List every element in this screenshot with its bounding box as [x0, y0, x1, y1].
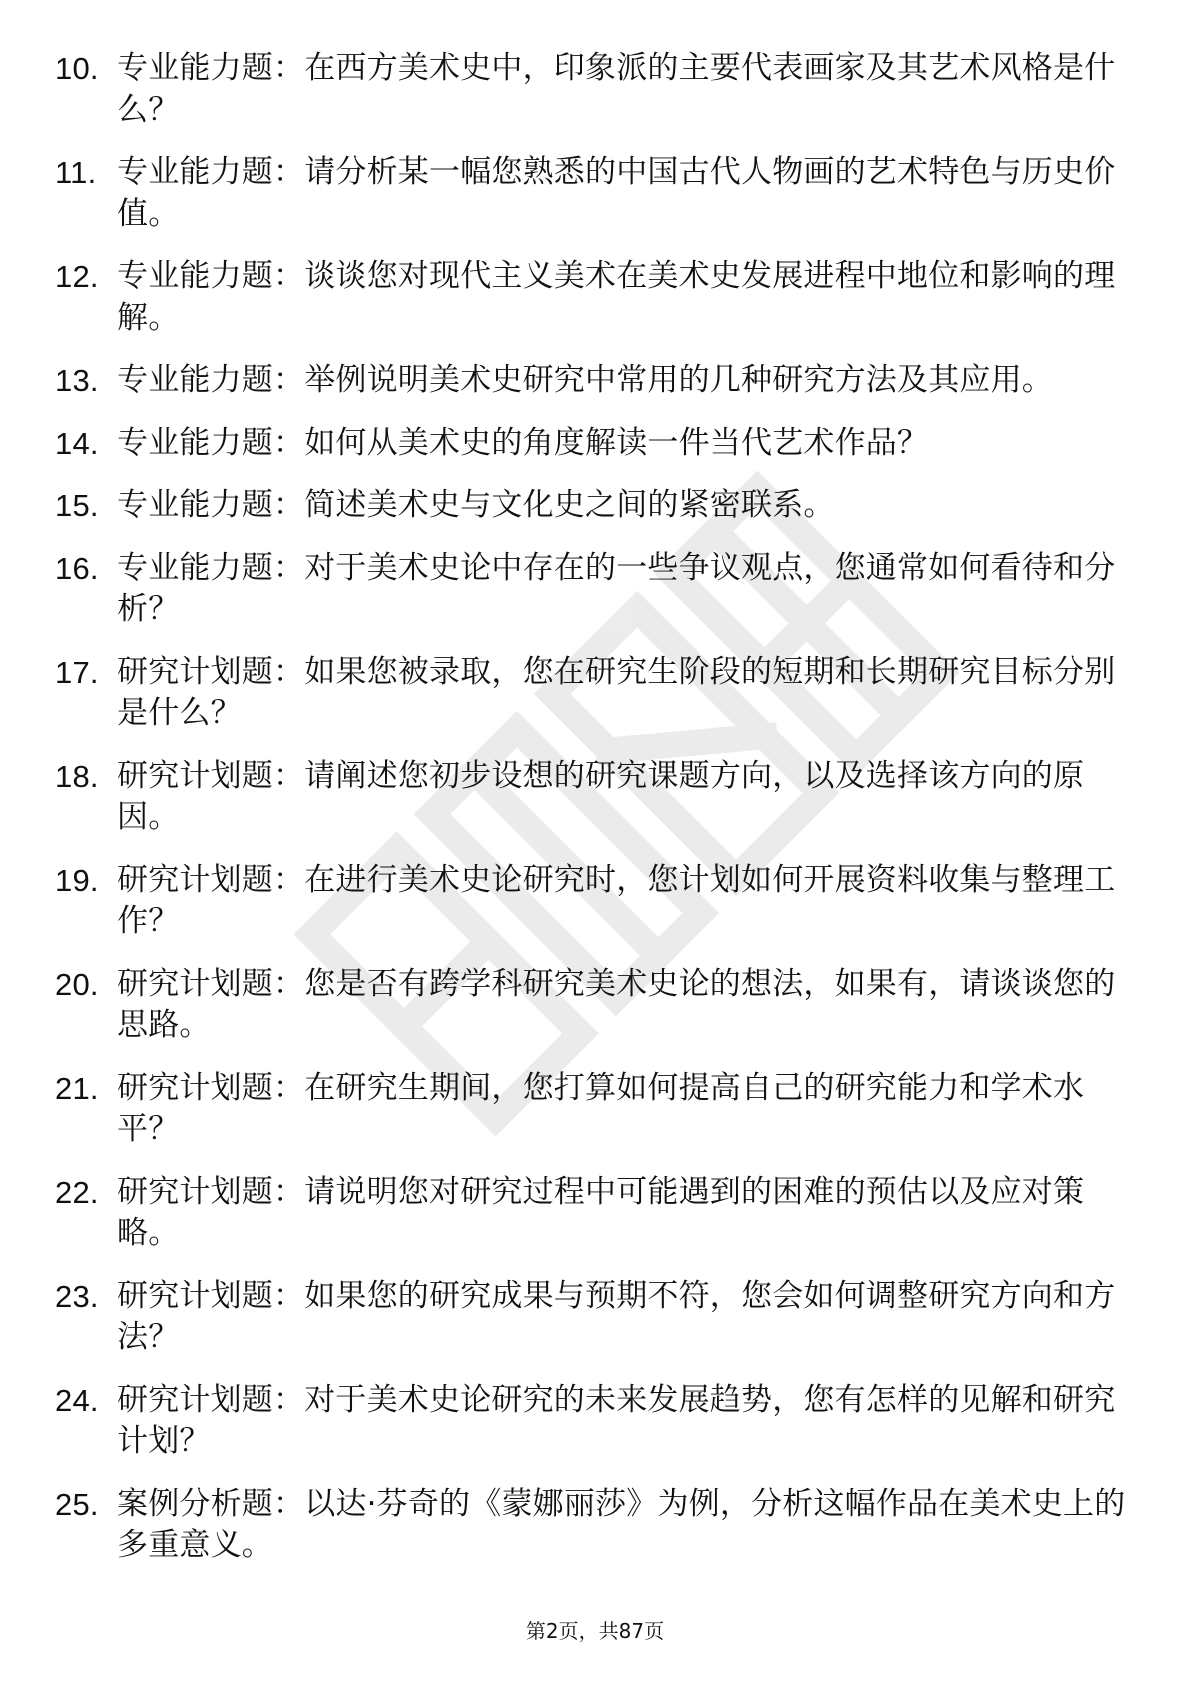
list-item: [55, 1484, 1135, 1567]
question-number: 25.: [55, 1486, 99, 1522]
list-item: [55, 1068, 1135, 1151]
list-item: [55, 256, 1135, 339]
list-item: [55, 48, 1135, 131]
question-number: 14.: [55, 425, 99, 461]
question-number: 11.: [55, 155, 97, 190]
list-item: [55, 652, 1135, 735]
question-text: 研究计划题：对于美术史论研究的未来发展趋势，您有怎样的见解和研究计划？: [117, 1381, 1116, 1459]
question-number: 24.: [55, 1382, 99, 1418]
question-text: 研究计划题：在研究生期间，您打算如何提高自己的研究能力和学术水平？: [117, 1069, 1085, 1147]
question-number: 21.: [55, 1070, 99, 1106]
page-footer: 第2页，共87页: [525, 1619, 665, 1643]
list-item: [55, 423, 1135, 465]
list-item: [55, 485, 1135, 527]
question-text: 专业能力题：对于美术史论中存在的一些争议观点，您通常如何看待和分析？: [117, 549, 1116, 627]
question-text: 研究计划题：如果您的研究成果与预期不符，您会如何调整研究方向和方法？: [117, 1277, 1116, 1355]
question-number: 18.: [55, 758, 99, 794]
question-text: 专业能力题：举例说明美术史研究中常用的几种研究方法及其应用。: [117, 362, 1053, 398]
question-text: 研究计划题：您是否有跨学科研究美术史论的想法，如果有，请谈谈您的思路。: [117, 965, 1116, 1043]
list-item: [55, 964, 1135, 1047]
question-text: 专业能力题：谈谈您对现代主义美术在美术史发展进程中地位和影响的理解。: [117, 258, 1116, 336]
question-number: 17.: [55, 654, 99, 690]
list-item: [55, 1380, 1135, 1463]
list-item: [55, 152, 1135, 235]
question-text: 研究计划题：请说明您对研究过程中可能遇到的困难的预估以及应对策略。: [117, 1173, 1085, 1251]
question-text: 案例分析题：以达·芬奇的《蒙娜丽莎》为例，分析这幅作品在美术史上的多重意义。: [117, 1485, 1126, 1563]
question-number: 19.: [55, 862, 99, 898]
question-number: 13.: [55, 363, 99, 398]
question-text: 研究计划题：请阐述您初步设想的研究课题方向，以及选择该方向的原因。: [117, 757, 1085, 835]
question-text: 研究计划题：在进行美术史论研究时，您计划如何开展资料收集与整理工作？: [117, 861, 1116, 939]
question-number: 16.: [55, 550, 99, 586]
question-text: 研究计划题：如果您被录取，您在研究生阶段的短期和长期研究目标分别是什么？: [117, 653, 1116, 731]
question-text: 专业能力题：如何从美术史的角度解读一件当代艺术作品？: [117, 424, 929, 461]
question-number: 20.: [55, 966, 99, 1002]
question-number: 23.: [55, 1278, 99, 1314]
question-number: 10.: [55, 51, 99, 86]
question-text: 专业能力题：简述美术史与文化史之间的紧密联系。: [117, 487, 835, 523]
list-item: [55, 860, 1135, 943]
question-text: 专业能力题：在西方美术史中，印象派的主要代表画家及其艺术风格是什么？: [117, 50, 1116, 128]
question-number: 15.: [55, 488, 99, 523]
question-number: 22.: [55, 1174, 99, 1210]
list-item: [55, 1172, 1135, 1255]
list-item: [55, 756, 1135, 839]
question-list: [55, 48, 1135, 1588]
list-item: [55, 1276, 1135, 1359]
question-number: 12.: [55, 259, 99, 294]
list-item: [55, 548, 1135, 631]
list-item: [55, 360, 1135, 402]
question-text: 专业能力题：请分析某一幅您熟悉的中国古代人物画的艺术特色与历史价值。: [117, 154, 1116, 232]
